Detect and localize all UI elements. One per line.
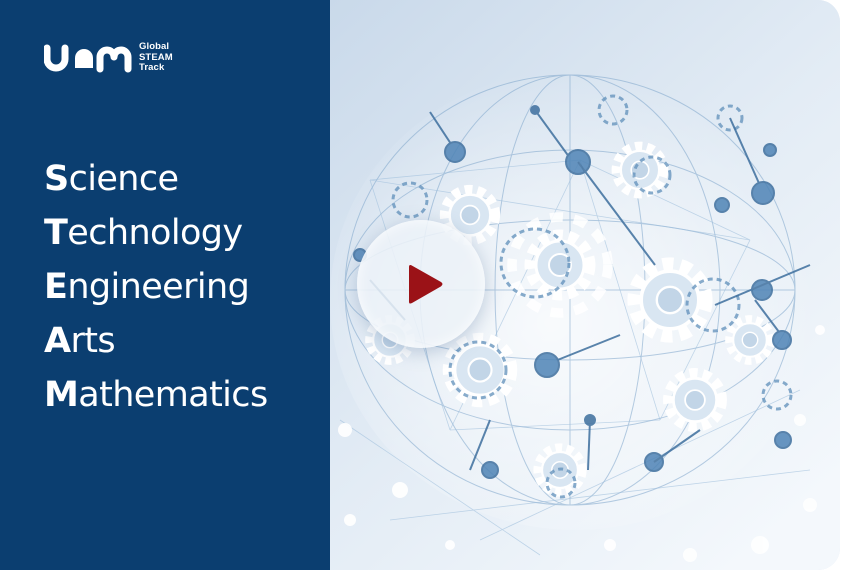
play-icon <box>403 263 447 307</box>
steam-rest: echnology <box>67 213 243 253</box>
steam-item-engineering <box>44 260 268 314</box>
brand-line-1: Global <box>139 41 170 53</box>
brand-name <box>139 42 173 74</box>
brand-line-3: Track <box>139 62 165 74</box>
brand-line-2: STEAM <box>139 51 173 63</box>
logo <box>44 42 173 74</box>
steam-initial: A <box>44 321 71 361</box>
steam-rest: rts <box>70 321 116 361</box>
steam-rest: cience <box>68 159 179 199</box>
steam-initial: T <box>44 213 68 253</box>
ugm-logo-icon <box>44 42 132 74</box>
play-button[interactable] <box>357 220 485 348</box>
steam-item-technology <box>44 206 268 260</box>
steam-rest: athematics <box>78 375 268 415</box>
brand-panel <box>0 0 330 570</box>
steam-initial: E <box>44 267 68 307</box>
steam-initial: M <box>44 375 79 415</box>
steam-list <box>44 152 268 422</box>
steam-initial: S <box>44 159 69 199</box>
steam-item-arts <box>44 314 268 368</box>
steam-rest: ngineering <box>67 267 250 307</box>
steam-item-mathematics <box>44 368 268 422</box>
steam-item-science <box>44 152 268 206</box>
